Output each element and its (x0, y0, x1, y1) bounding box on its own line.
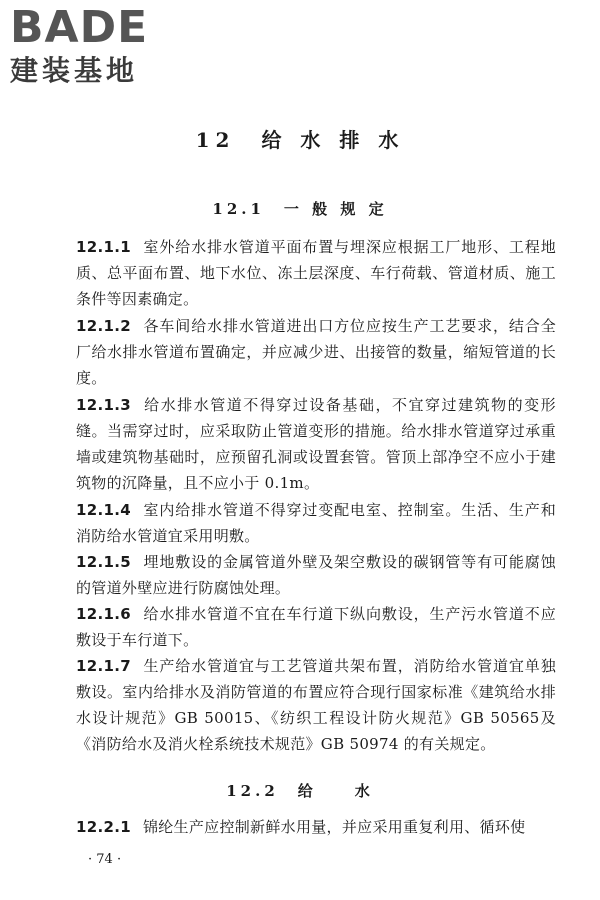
clause-text: 锦纶生产应控制新鲜水用量，并应采用重复利用、循环使 (142, 818, 526, 836)
clause-number: 12.1.2 (76, 317, 131, 335)
clause-12-2-1 (76, 814, 556, 840)
section-title-12-1: 12.1 一 般 规 定 (212, 200, 388, 218)
clause-text: 给水排水管道不宜在车行道下纵向敷设，生产污水管道不应敷设于车行道下。 (76, 605, 556, 649)
publisher-logo (10, 2, 180, 92)
clause-number: 12.1.4 (76, 501, 131, 519)
clause-text: 埋地敷设的金属管道外壁及架空敷设的碳钢管等有可能腐蚀的管道外壁应进行防腐蚀处理。 (76, 553, 556, 597)
clause-text: 各车间给水排水管道进出口方位应按生产工艺要求，结合全厂给水排水管道布置确定，并应减少进、出接管的数量，缩短管道的长度。 (76, 317, 556, 387)
clause-number: 12.1.6 (76, 605, 131, 623)
chapter-title: 12 给 水 排 水 (195, 128, 405, 152)
clause-12-1-2 (76, 313, 556, 391)
logo-wordmark: BADE (10, 2, 149, 53)
clause-text: 室内给排水管道不得穿过变配电室、控制室。生活、生产和消防给水管道宜采用明敷。 (76, 501, 556, 545)
section-title-12-2: 12.2 给 水 (226, 782, 374, 800)
clause-number: 12.1.5 (76, 553, 131, 571)
page-number: · 74 · (88, 852, 122, 867)
clause-12-1-4 (76, 497, 556, 549)
logo-subtitle: 建装基地 (10, 54, 139, 87)
clause-text: 室外给水排水管道平面布置与埋深应根据工厂地形、工程地质、总平面布置、地下水位、冻土层深度、车行荷载、管道材质、施工条件等因素确定。 (76, 238, 556, 308)
clause-12-1-6 (76, 601, 556, 653)
clause-text: 给水排水管道不得穿过设备基础，不宜穿过建筑物的变形缝。当需穿过时，应采取防止管道变形的措施。给水排水管道穿过承重墙或建筑物基础时，应预留孔洞或设置套管。管顶上部净空不应小于建筑物的沉降量，且不应小于 0.1m。 (76, 396, 556, 492)
clause-text: 生产给水管道宜与工艺管道共架布置，消防给水管道宜单独敷设。室内给排水及消防管道的布置应符合现行国家标准《建筑给水排水设计规范》GB 50015、《纺织工程设计防火规范》GB 50565及《消防给水及消火栓系统技术规范》GB 50974 的有关规定。 (76, 657, 556, 753)
clause-12-1-7 (76, 653, 556, 757)
clause-number: 12.1.3 (76, 396, 131, 414)
clause-12-1-5 (76, 549, 556, 601)
clause-number: 12.1.1 (76, 238, 131, 256)
clause-12-1-3 (76, 392, 556, 496)
clause-number: 12.2.1 (76, 818, 131, 836)
clause-number: 12.1.7 (76, 657, 131, 675)
clause-12-1-1 (76, 234, 556, 312)
